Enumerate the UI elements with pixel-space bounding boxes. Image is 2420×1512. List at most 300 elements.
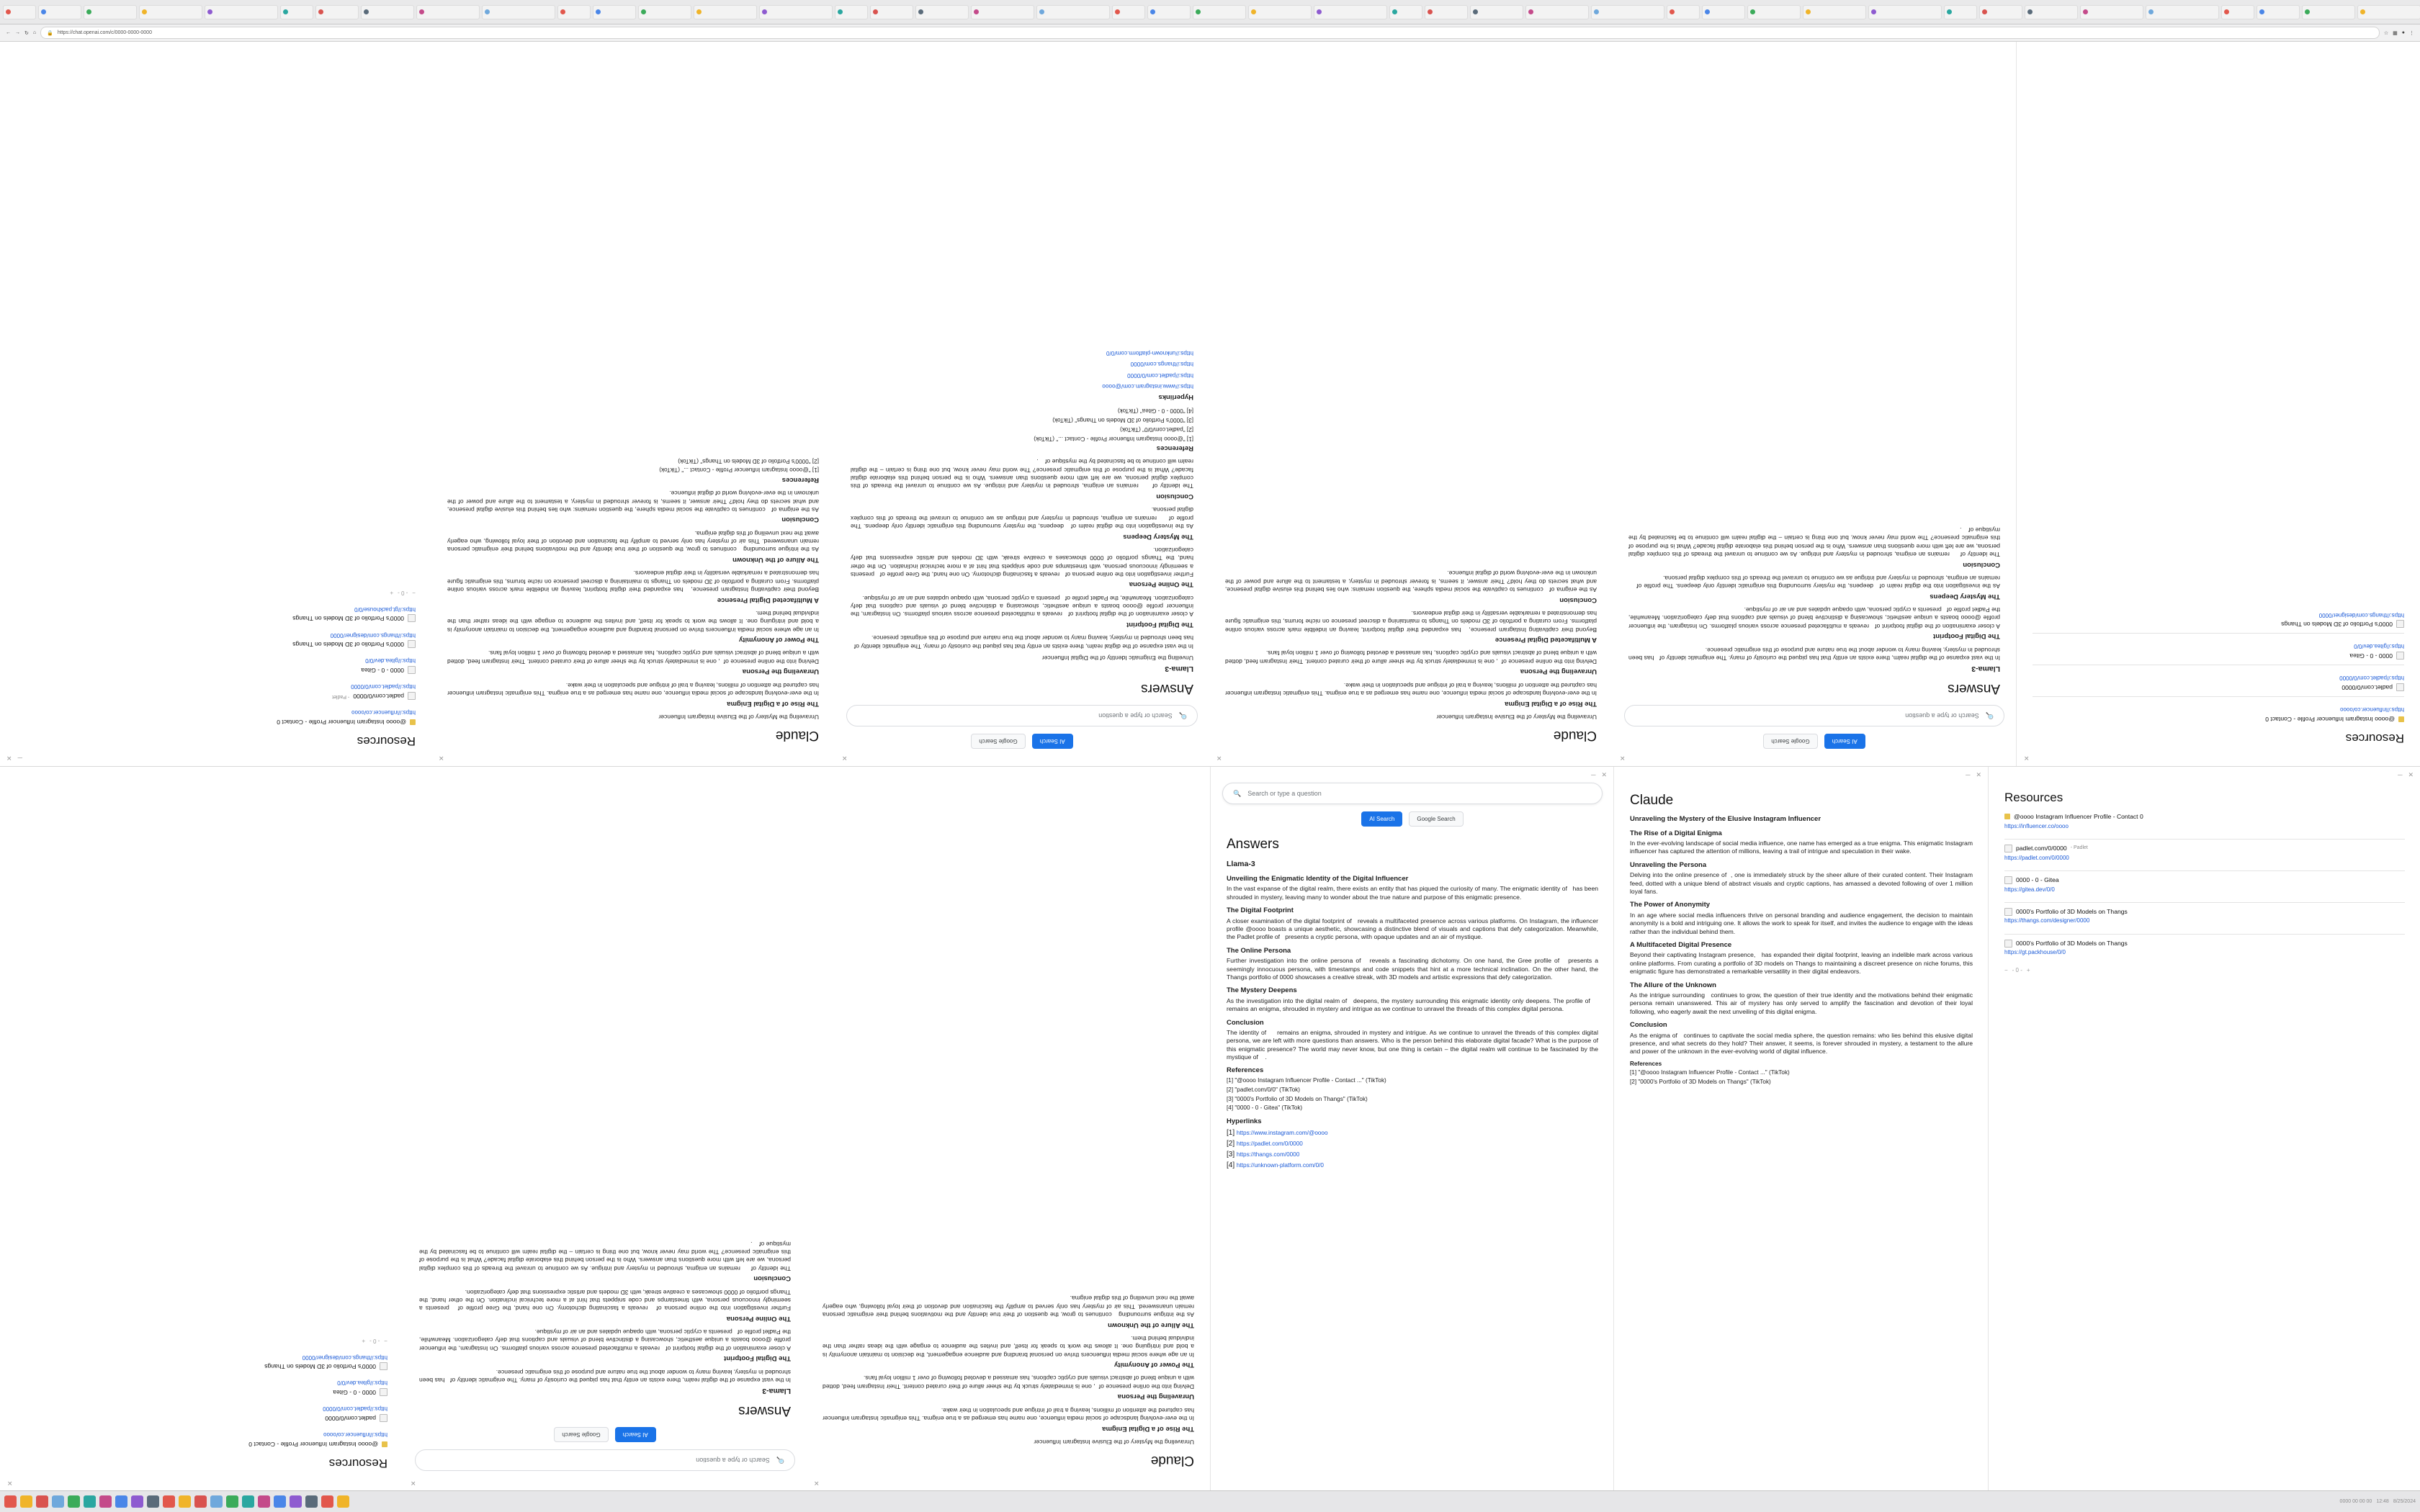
close-icon[interactable]: ✕ (1620, 755, 1626, 762)
resource-item[interactable] (2033, 611, 2404, 628)
tab-favicon-icon (1473, 9, 1478, 14)
resource-url[interactable]: https://influencer.co/oooo (2004, 822, 2069, 829)
resource-url[interactable]: https://gitea.dev/0/0 (337, 1380, 387, 1387)
yellow-square-icon (2398, 716, 2404, 722)
reference-item: [1] "@oooo Instagram Influencer Profile - Contact ..." (TikTok) (1630, 1069, 1790, 1076)
section-heading: The Digital Footprint (1227, 906, 1294, 915)
taskbar-app-icon[interactable] (337, 1495, 349, 1508)
search-input-mirror[interactable] (846, 705, 1198, 726)
resource-label: padlet.com/0/0000 (325, 1414, 376, 1422)
browser-tab[interactable] (1425, 5, 1468, 19)
tab-favicon-icon (762, 9, 767, 14)
resource-url[interactable]: https://thangs.com/designer/0000 (2318, 611, 2404, 618)
resource-item[interactable] (2004, 845, 2405, 862)
thangs-thumb-icon (408, 614, 416, 622)
llama-heading-mirror: Llama-3 (1165, 664, 1193, 673)
browser-tab[interactable] (835, 5, 868, 19)
claude-subheading: Unraveling the Mystery of the Elusive Instagram Influencer (1630, 815, 1821, 824)
browser-tab[interactable] (416, 5, 480, 19)
section-body: A closer examination of the digital footprint of reveals a multifaceted presence across various platforms. On Instagram, the influencer profile @oooo boasts a unique aesthetic, showcasing a distinctive blend of visuals and captions that defy categorization. Meanwhile, the Padlet profile of presents a cryptic persona, with opaque updates and an air of mystique. (419, 1328, 791, 1352)
reference-item: [2] "0000's Portfolio of 3D Models on Thangs" (TikTok) (1630, 1079, 1771, 1086)
hyperlink[interactable]: https://thangs.com/0000 (1130, 361, 1193, 368)
home-icon[interactable]: ⌂ (32, 30, 37, 35)
tab-favicon-icon (596, 9, 601, 14)
browser-tab[interactable] (915, 5, 969, 19)
resource-label: 0000 - 0 - Gitea (2016, 876, 2059, 884)
resource-item[interactable] (2033, 674, 2404, 691)
address-bar[interactable] (40, 27, 2380, 39)
section-heading: Conclusion (1963, 560, 2000, 569)
ai-search-button-left[interactable]: AI Search (615, 1427, 656, 1442)
reference-item: [4] "0000 - 0 - Gitea" (TikTok) (1227, 1104, 1303, 1112)
browser-tab[interactable] (1147, 5, 1191, 19)
browser-tab[interactable] (557, 5, 591, 19)
tab-favicon-icon (641, 9, 646, 14)
forward-arrow-icon[interactable]: → (15, 30, 20, 35)
resource-label: 0000's Portfolio of 3D Models on Thangs (2016, 940, 2128, 947)
search-buttons[interactable] (1211, 811, 1614, 827)
tab-favicon-icon (1392, 9, 1397, 14)
resource-url[interactable]: https://gitea.dev/0/0 (365, 657, 416, 665)
search-input-mirror-2[interactable] (1624, 705, 2004, 726)
minimize-icon[interactable]: ─ (2398, 771, 2403, 778)
taskbar-app-icon[interactable] (36, 1495, 48, 1508)
section-heading: The Allure of the Unknown (1108, 1320, 1194, 1329)
tab-favicon-icon (207, 9, 212, 14)
taskbar-app-icon[interactable] (84, 1495, 96, 1508)
answers-title-mirror: Answers (1141, 681, 1193, 696)
browser-tab-strip[interactable] (0, 0, 2420, 24)
hyperlink[interactable]: https://thangs.com/0000 (1236, 1151, 1300, 1158)
ai-search-button[interactable]: AI Search (1361, 811, 1402, 827)
browser-tab[interactable] (870, 5, 913, 19)
references-heading: References (781, 475, 819, 484)
yellow-square-icon (382, 1441, 387, 1447)
search-icon: 🔍 (1178, 712, 1187, 720)
resource-url[interactable]: https://gt.packhouse/0/0 (354, 606, 416, 613)
taskbar-app-icon[interactable] (210, 1495, 223, 1508)
section-body: The identity of remains an enigma, shrouded in mystery and intrigue. As we continue to unravel the threads of this complex digital persona, we are left with more questions than answers. Who is the person behind this elaborate digital facade? What is the purpose of this enigmatic presence? The world may never know, but one thing is certain – the digital realm will continue to be fascinated by the mystique of . (1227, 1029, 1598, 1061)
tab-favicon-icon (419, 9, 424, 14)
section-body: As the enigma of continues to captivate the social media sphere, the question remains: who lies behind this elusive digital presence, and what secrets do they hold? Their answer, it seems, is forever shrouded in mystery, a testament to the allure and power of the unknown in the ever-evolving world of digital influence. (1630, 1031, 1973, 1056)
section-heading: The Allure of the Unknown (732, 556, 819, 564)
zoom-out-icon[interactable]: − (384, 1338, 387, 1344)
answers-pane (1210, 767, 1614, 1491)
taskbar-app-icon[interactable] (99, 1495, 112, 1508)
resource-sub: - Padlet (2070, 845, 2088, 851)
llama-subheading: Unveiling the Enigmatic Identity of the Digital Influencer (1227, 874, 1409, 883)
taskbar-app-icon[interactable] (321, 1495, 333, 1508)
menu-kebab-icon[interactable]: ⋮ (2409, 30, 2414, 36)
close-icon[interactable]: ✕ (2408, 770, 2414, 778)
section-body: A closer examination of the digital footprint of reveals a multifaceted presence across various platforms. On Instagram, the influencer profile @oooo boasts a unique aesthetic, showcasing a distinctive blend of visuals and captions that defy categorization. Meanwhile, the Padlet profile of presents a cryptic persona, with opaque updates and an air of mystique. (1628, 606, 2000, 630)
reference-item: [1] "@oooo Instagram Influencer Profile - Contact ..." (TikTok) (1034, 435, 1193, 442)
browser-tab[interactable] (1868, 5, 1942, 19)
zoom-control-left[interactable] (16, 1336, 387, 1344)
llama-heading: Llama-3 (1227, 860, 1255, 869)
resource-label: 0000's Portfolio of 3D Models on Thangs (264, 1362, 376, 1370)
claude-subheading-2: Unraveling the Mystery of the Elusive Instagram Influencer (1436, 713, 1597, 721)
taskbar-app-icon[interactable] (258, 1495, 270, 1508)
section-heading: Conclusion (1227, 1018, 1264, 1027)
section-heading: The Digital Footprint (1933, 632, 2000, 641)
section-body: Further investigation into the online persona of reveals a fascinating dichotomy. On one hand, the Gree profile of presents a seemingly innocuous persona, with timestamps and code snippets that hint at a more technical inclination. On the other hand, the Thangs portfolio of 0000 showcases a creative streak, with 3D models and artistic expressions that defy categorization. (1227, 957, 1598, 981)
minimize-icon[interactable]: ─ (17, 755, 22, 762)
browser-tab[interactable] (315, 5, 359, 19)
section-body: Delving into the online presence of , one is immediately struck by the sheer allure of their curated content. Their Instagram feed, dotted with a unique blend of abstract visuals and cryptic captions, has amassed a devoted following of over 1 million loyal fans. (447, 649, 819, 665)
close-icon[interactable]: ✕ (814, 1480, 820, 1488)
resource-url[interactable]: https://padlet.com/0/0000 (2004, 854, 2069, 861)
resource-label: 0000 - 0 - Gitea (333, 1388, 376, 1396)
thangs-thumb-icon (408, 640, 416, 648)
zoom-out-icon[interactable]: − (412, 590, 416, 597)
browser-tab[interactable] (38, 5, 81, 19)
resource-label: 0000's Portfolio of 3D Models on Thangs (2016, 908, 2128, 916)
answers-title: Answers (1227, 837, 1279, 852)
section-body: Delving into the online presence of , one is immediately struck by the sheer allure of their curated content. Their Instagram feed, dotted with a unique blend of abstract visuals and cryptic captions, has amassed a devoted following of over 1 million loyal fans. (1630, 871, 1973, 896)
browser-tab[interactable] (1747, 5, 1801, 19)
resource-item[interactable] (16, 1405, 387, 1422)
tab-favicon-icon (1670, 9, 1675, 14)
resource-item[interactable] (15, 708, 416, 726)
browser-toolbar[interactable] (0, 24, 2420, 42)
answers-title-left: Answers (738, 1403, 791, 1418)
taskbar-app-icon[interactable] (68, 1495, 80, 1508)
browser-tab[interactable] (2257, 5, 2300, 19)
hyperlink[interactable]: https://www.instagram.com/@oooo (1102, 382, 1193, 390)
browser-tab[interactable] (1944, 5, 1977, 19)
browser-tab[interactable] (1112, 5, 1145, 19)
padlet-thumb-icon (2396, 683, 2404, 691)
section-heading: Conclusion (1630, 1021, 1667, 1030)
browser-tab[interactable] (1036, 5, 1110, 19)
tab-favicon-icon (2027, 9, 2033, 14)
resource-url[interactable]: https://influencer.co/oooo (2340, 706, 2404, 714)
close-icon[interactable]: ✕ (7, 1480, 13, 1488)
close-icon[interactable]: ✕ (2024, 755, 2030, 762)
taskbar-app-icon[interactable] (274, 1495, 286, 1508)
tab-favicon-icon (1115, 9, 1120, 14)
tab-favicon-icon (318, 9, 323, 14)
browser-tab[interactable] (280, 5, 313, 19)
answers-pane-left (403, 767, 807, 1491)
section-heading: The Power of Anonymity (1113, 1361, 1194, 1369)
hyperlink[interactable]: https://www.instagram.com/@oooo (1236, 1129, 1328, 1136)
claude-pane-mirror (431, 42, 835, 766)
zoom-level: - 0 - (398, 590, 408, 597)
resource-url[interactable]: https://padlet.com/0/0000 (351, 683, 416, 690)
close-icon[interactable]: ✕ (842, 755, 848, 762)
close-icon[interactable]: ✕ (439, 755, 444, 762)
section-heading: The Mystery Deepens (1123, 532, 1193, 541)
hyperlink[interactable]: https://padlet.com/0/0000 (1127, 372, 1193, 379)
section-body: In an age where social media influencers thrive on personal branding and audience engagement, the decision to maintain anonymity is a bold and intriguing one. It allows the work to speak for itself, and invites the audience to engage with the ideas rather than the individual behind them. (823, 1334, 1194, 1359)
tab-favicon-icon (1871, 9, 1876, 14)
extensions-icon[interactable]: ▦ (2393, 30, 2398, 36)
section-body: The identity of remains an enigma, shrouded in mystery and intrigue. As we continue to unravel the threads of this complex digital persona, we are left with more questions than answers. Who is the person behind this elaborate digital facade? What is the purpose of this enigmatic presence? The world may never know, but one thing is certain – the digital realm will continue to be fascinated by the mystique of . (419, 1240, 791, 1272)
taskbar-app-icon[interactable] (242, 1495, 254, 1508)
minimize-icon[interactable]: ─ (1591, 771, 1596, 778)
browser-tab[interactable] (1193, 5, 1246, 19)
browser-tab[interactable] (3, 5, 36, 19)
tab-favicon-icon (283, 9, 288, 14)
taskbar-app-icon[interactable] (305, 1495, 318, 1508)
workspace (0, 42, 2420, 1490)
tab-favicon-icon (1196, 9, 1201, 14)
section-body: As the intrigue surrounding continues to grow, the question of their true identity and the motivations behind their enigmatic persona remain unanswered. This air of mystery has only served to amplify the fascination and devotion of their loyal following, who eagerly await the next unveiling of this digital enigma. (1630, 991, 1973, 1015)
zoom-in-icon[interactable]: + (390, 590, 394, 597)
answers-pane-mirror (835, 42, 1210, 766)
browser-tab[interactable] (2146, 5, 2219, 19)
browser-tab[interactable] (2080, 5, 2143, 19)
back-arrow-icon[interactable]: ← (6, 30, 11, 35)
resource-url[interactable]: https://influencer.co/oooo (351, 709, 416, 716)
browser-tab[interactable] (1979, 5, 2022, 19)
resource-item[interactable] (16, 1353, 387, 1370)
thangs-thumb-icon (2004, 908, 2012, 916)
resource-label: 0000 - 0 - Gitea (361, 666, 404, 674)
resource-item[interactable] (2004, 908, 2405, 925)
zoom-level: - 0 - (369, 1338, 380, 1344)
minimize-icon[interactable]: ─ (1966, 771, 1971, 778)
reference-item: [1] "@oooo Instagram Influencer Profile - Contact ..." (TikTok) (659, 467, 819, 474)
tab-favicon-icon (838, 9, 843, 14)
browser-tab[interactable] (1389, 5, 1422, 19)
llama-heading-mirror-2: Llama-3 (1971, 664, 2000, 673)
browser-tab[interactable] (361, 5, 414, 19)
browser-tab[interactable] (1591, 5, 1664, 19)
zoom-out-icon[interactable]: − (2004, 966, 2008, 973)
section-body: In the ever-evolving landscape of social media influence, one name has emerged as a true enigma. This enigmatic Instagram influencer has captured the attention of millions, leaving a trail of intrigue and speculation in their wake. (1225, 681, 1597, 698)
thangs-thumb-icon (2396, 620, 2404, 628)
resource-item[interactable] (15, 683, 416, 700)
browser-tab[interactable] (2025, 5, 2078, 19)
taskbar-app-icon[interactable] (20, 1495, 32, 1508)
gitea-thumb-icon (2004, 876, 2012, 884)
browser-tab[interactable] (2221, 5, 2254, 19)
taskbar-app-icon[interactable] (52, 1495, 64, 1508)
search-input-left[interactable] (415, 1449, 795, 1471)
browser-tab[interactable] (1314, 5, 1387, 19)
section-heading: A Multifaceted Digital Presence (717, 595, 819, 604)
lock-icon: 🔒 (47, 30, 53, 36)
resource-label: padlet.com/0/0000 (353, 692, 404, 700)
section-heading: A Multifaceted Digital Presence (1494, 636, 1597, 644)
taskbar-app-icon[interactable] (290, 1495, 302, 1508)
section-heading: Conclusion (1559, 595, 1597, 604)
taskbar-app-icon[interactable] (4, 1495, 17, 1508)
taskbar-app-icon[interactable] (163, 1495, 175, 1508)
resource-item[interactable] (15, 657, 416, 674)
upright-bottom-half (0, 766, 2420, 1491)
ai-search-button-mirror[interactable]: AI Search (1032, 734, 1073, 749)
tab-favicon-icon (485, 9, 490, 14)
browser-tab[interactable] (1248, 5, 1312, 19)
resource-item[interactable] (2004, 813, 2405, 830)
browser-tab[interactable] (84, 5, 137, 19)
section-body: As the investigation into the digital realm of deepens, the mystery surrounding this enigmatic identity only deepens. The profile of remains an enigma, shrouded in mystery and intrigue as we continue to unravel the threads of this complex digital persona. (851, 506, 1193, 531)
section-heading: Unraveling the Persona (742, 667, 819, 676)
hyperlink[interactable]: https://unknown-platform.com/0/0 (1106, 350, 1193, 357)
section-heading: The Mystery Deepens (1227, 986, 1297, 995)
resource-url[interactable]: https://influencer.co/oooo (323, 1431, 387, 1439)
references-heading: References (1227, 1066, 1264, 1075)
browser-tab[interactable] (593, 5, 636, 19)
browser-tab[interactable] (1470, 5, 1523, 19)
taskbar-app-icon[interactable] (179, 1495, 191, 1508)
zoom-in-icon[interactable]: + (362, 1338, 366, 1344)
resource-label: padlet.com/0/0000 (2016, 845, 2067, 852)
resource-label: 0000's Portfolio of 3D Models on Thangs (2281, 620, 2393, 628)
taskbar[interactable] (0, 1490, 2420, 1512)
browser-tab[interactable] (1702, 5, 1745, 19)
tab-favicon-icon (41, 9, 46, 14)
tab-favicon-icon (1947, 9, 1952, 14)
taskbar-app-icon[interactable] (131, 1495, 143, 1508)
yellow-square-icon (2004, 814, 2010, 819)
llama-lede: In the vast expanse of the digital realm, there exists an entity that has piqued the curiosity of many. The enigmatic identity of has been shrouded in mystery, leaving many to wonder about the true nature and purpose of this enigmatic presence. (851, 634, 1193, 650)
resources-title-mirror-2: Resources (2345, 732, 2404, 745)
resource-label: @oooo Instagram Influencer Profile - Contact 0 (277, 718, 406, 726)
resource-label: @oooo Instagram Influencer Profile - Contact 0 (2265, 715, 2395, 723)
google-search-button[interactable]: Google Search (1409, 811, 1463, 827)
search-input[interactable] (1222, 783, 1603, 804)
claude-heading-left: Claude (1150, 1453, 1194, 1468)
section-body: In the ever-evolving landscape of social media influence, one name has emerged as a true enigma. This enigmatic Instagram influencer has captured the attention of millions, leaving a trail of intrigue and speculation in their wake. (447, 681, 819, 698)
section-body: Beyond their captivating Instagram presence, has expanded their digital footprint, leaving an indelible mark across various online platforms. From curating a portfolio of 3D models on Thangs to maintaining a discreet presence on niche forums, this enigmatic figure has demonstrated a remarkable versatility in their digital endeavors. (1630, 951, 1973, 976)
section-body: Delving into the online presence of , one is immediately struck by the sheer allure of their curated content. Their Instagram feed, dotted with a unique blend of abstract visuals and cryptic captions, has amassed a devoted following of over 1 million loyal fans. (1225, 649, 1597, 665)
resource-item[interactable] (2033, 642, 2404, 660)
section-body: A closer examination of the digital footprint of reveals a multifaceted presence across various platforms. On Instagram, the influencer profile @oooo boasts a unique aesthetic, showcasing a distinctive blend of visuals and captions that defy categorization. Meanwhile, the Padlet profile of presents a cryptic persona, with opaque updates and an air of mystique. (1227, 917, 1598, 941)
close-icon[interactable]: ✕ (1216, 755, 1222, 762)
pane-controls[interactable] (1211, 767, 1614, 783)
tab-favicon-icon (1317, 9, 1322, 14)
section-heading: The Rise of a Digital Enigma (1102, 1424, 1194, 1433)
tab-favicon-icon (560, 9, 565, 14)
padlet-thumb-icon (408, 692, 416, 700)
browser-tab[interactable] (638, 5, 691, 19)
thangs-thumb-icon (2004, 940, 2012, 948)
section-heading: The Rise of a Digital Enigma (727, 699, 819, 708)
browser-tab[interactable] (971, 5, 1034, 19)
section-heading: Conclusion (781, 516, 819, 524)
tab-favicon-icon (364, 9, 369, 14)
close-icon[interactable]: ✕ (1601, 770, 1607, 778)
resource-label: 0000's Portfolio of 3D Models on Thangs (292, 615, 404, 622)
hyperlinks-list[interactable]: [1] https://www.instagram.com/@oooo [2] https://padlet.com/0/0000 [3] https://thangs.com/0000 [4] https://unknown-platform.com/0/0 (1227, 1128, 1328, 1170)
thangs-thumb-icon (380, 1362, 387, 1370)
claude-heading: Claude (1630, 793, 1674, 808)
tab-favicon-icon (873, 9, 878, 14)
search-icon: 🔍 (1233, 789, 1242, 797)
browser-tab[interactable] (2302, 5, 2355, 19)
resource-label: 0000 - 0 - Gitea (2349, 652, 2393, 660)
resource-item[interactable] (2004, 876, 2405, 894)
google-search-button-left[interactable]: Google Search (554, 1427, 608, 1442)
tab-favicon-icon (2148, 9, 2154, 14)
resources-pane-mirror (0, 42, 432, 766)
close-icon[interactable]: ✕ (411, 1480, 416, 1488)
zoom-control[interactable] (2004, 967, 2405, 975)
browser-tab[interactable] (205, 5, 278, 19)
section-heading: Unraveling the Persona (1630, 860, 1707, 869)
answers-title-mirror-2: Answers (1948, 681, 2000, 696)
zoom-level: - 0 - (2012, 966, 2022, 973)
browser-tab[interactable] (1803, 5, 1866, 19)
resource-url[interactable]: https://padlet.com/0/0000 (323, 1405, 387, 1413)
section-heading: The Digital Footprint (724, 1354, 791, 1363)
browser-tab[interactable] (759, 5, 833, 19)
llama-heading-left: Llama-3 (762, 1386, 791, 1395)
section-body: Delving into the online presence of , one is immediately struck by the sheer allure of their curated content. Their Instagram feed, dotted with a unique blend of abstract visuals and cryptic captions, has amassed a devoted following of over 1 million loyal fans. (823, 1374, 1194, 1390)
pane-controls-mirror[interactable] (0, 750, 431, 766)
reload-icon[interactable]: ↻ (24, 30, 29, 36)
taskbar-app-icon[interactable] (226, 1495, 238, 1508)
gitea-thumb-icon (408, 666, 416, 674)
resource-item[interactable] (2033, 706, 2404, 723)
search-placeholder: Search or type a question (696, 1457, 770, 1464)
section-body: As the intrigue surrounding continues to grow, the question of their true identity and the motivations behind their enigmatic persona remain unanswered. This air of mystery has only served to amplify the fascination and devotion of their loyal following, who eagerly await the next unveiling of this digital enigma. (447, 529, 819, 554)
tab-favicon-icon (1982, 9, 1987, 14)
browser-tab[interactable] (482, 5, 555, 19)
resources-pane-left (0, 767, 403, 1491)
star-icon[interactable]: ☆ (2383, 30, 2389, 36)
hyperlink[interactable]: https://unknown-platform.com/0/0 (1236, 1162, 1324, 1169)
browser-tab[interactable] (1667, 5, 1700, 19)
browser-tab[interactable] (2357, 5, 2420, 19)
resource-url[interactable]: https://gitea.dev/0/0 (2004, 886, 2055, 893)
tab-favicon-icon (1428, 9, 1433, 14)
resource-sub: - Padlet (332, 693, 350, 699)
search-icon: 🔍 (1985, 712, 1994, 720)
claude-subheading-left: Unraveling the Mystery of the Elusive Instagram Influencer (1034, 1438, 1194, 1446)
resource-item[interactable] (2004, 940, 2405, 957)
taskbar-app-icon[interactable] (147, 1495, 159, 1508)
taskbar-app-icon[interactable] (115, 1495, 127, 1508)
google-search-button-mirror-2[interactable]: Google Search (1763, 734, 1817, 749)
section-body: A closer examination of the digital footprint of reveals a multifaceted presence across various platforms. On Instagram, the influencer profile @oooo boasts a unique aesthetic, showcasing a distinctive blend of visuals and captions that defy categorization. Meanwhile, the Padlet profile of presents a cryptic persona, with opaque updates and an air of mystique. (851, 594, 1193, 618)
browser-tab[interactable] (694, 5, 757, 19)
zoom-control-mirror[interactable] (15, 589, 416, 597)
section-heading: Unraveling the Persona (1520, 667, 1597, 676)
padlet-thumb-icon (380, 1414, 387, 1422)
resource-url[interactable]: https://gt.packhouse/0/0 (2004, 949, 2066, 956)
profile-avatar-icon[interactable]: ● (2401, 30, 2405, 35)
resource-item[interactable] (15, 605, 416, 622)
taskbar-app-icon[interactable] (194, 1495, 207, 1508)
ai-search-button-mirror-2[interactable]: AI Search (1824, 734, 1865, 749)
section-body: In the ever-evolving landscape of social media influence, one name has emerged as a true enigma. This enigmatic Instagram influencer has captured the attention of millions, leaving a trail of intrigue and speculation in their wake. (823, 1406, 1194, 1423)
resource-item[interactable] (15, 631, 416, 648)
resource-item[interactable] (16, 1379, 387, 1396)
resource-url[interactable]: https://thangs.com/designer/0000 (302, 1354, 387, 1361)
browser-tab[interactable] (1525, 5, 1589, 19)
zoom-in-icon[interactable]: + (2026, 966, 2030, 973)
close-icon[interactable]: ✕ (1976, 770, 1981, 778)
close-icon[interactable]: ✕ (6, 755, 12, 762)
resource-url[interactable]: https://thangs.com/designer/0000 (2004, 917, 2090, 924)
resource-url[interactable]: https://padlet.com/0/0000 (2339, 675, 2404, 682)
llama-subheading: Unveiling the Enigmatic Identity of the Digital Influencer (1041, 654, 1193, 662)
resource-url[interactable]: https://thangs.com/designer/0000 (330, 631, 416, 639)
hyperlink[interactable]: https://padlet.com/0/0000 (1236, 1140, 1303, 1147)
tab-favicon-icon (696, 9, 702, 14)
browser-tab[interactable] (139, 5, 202, 19)
claude-heading-mirror-2: Claude (1553, 728, 1597, 743)
resource-url[interactable]: https://gitea.dev/0/0 (2354, 643, 2404, 650)
resource-item[interactable] (16, 1431, 387, 1448)
google-search-button-mirror[interactable]: Google Search (971, 734, 1025, 749)
